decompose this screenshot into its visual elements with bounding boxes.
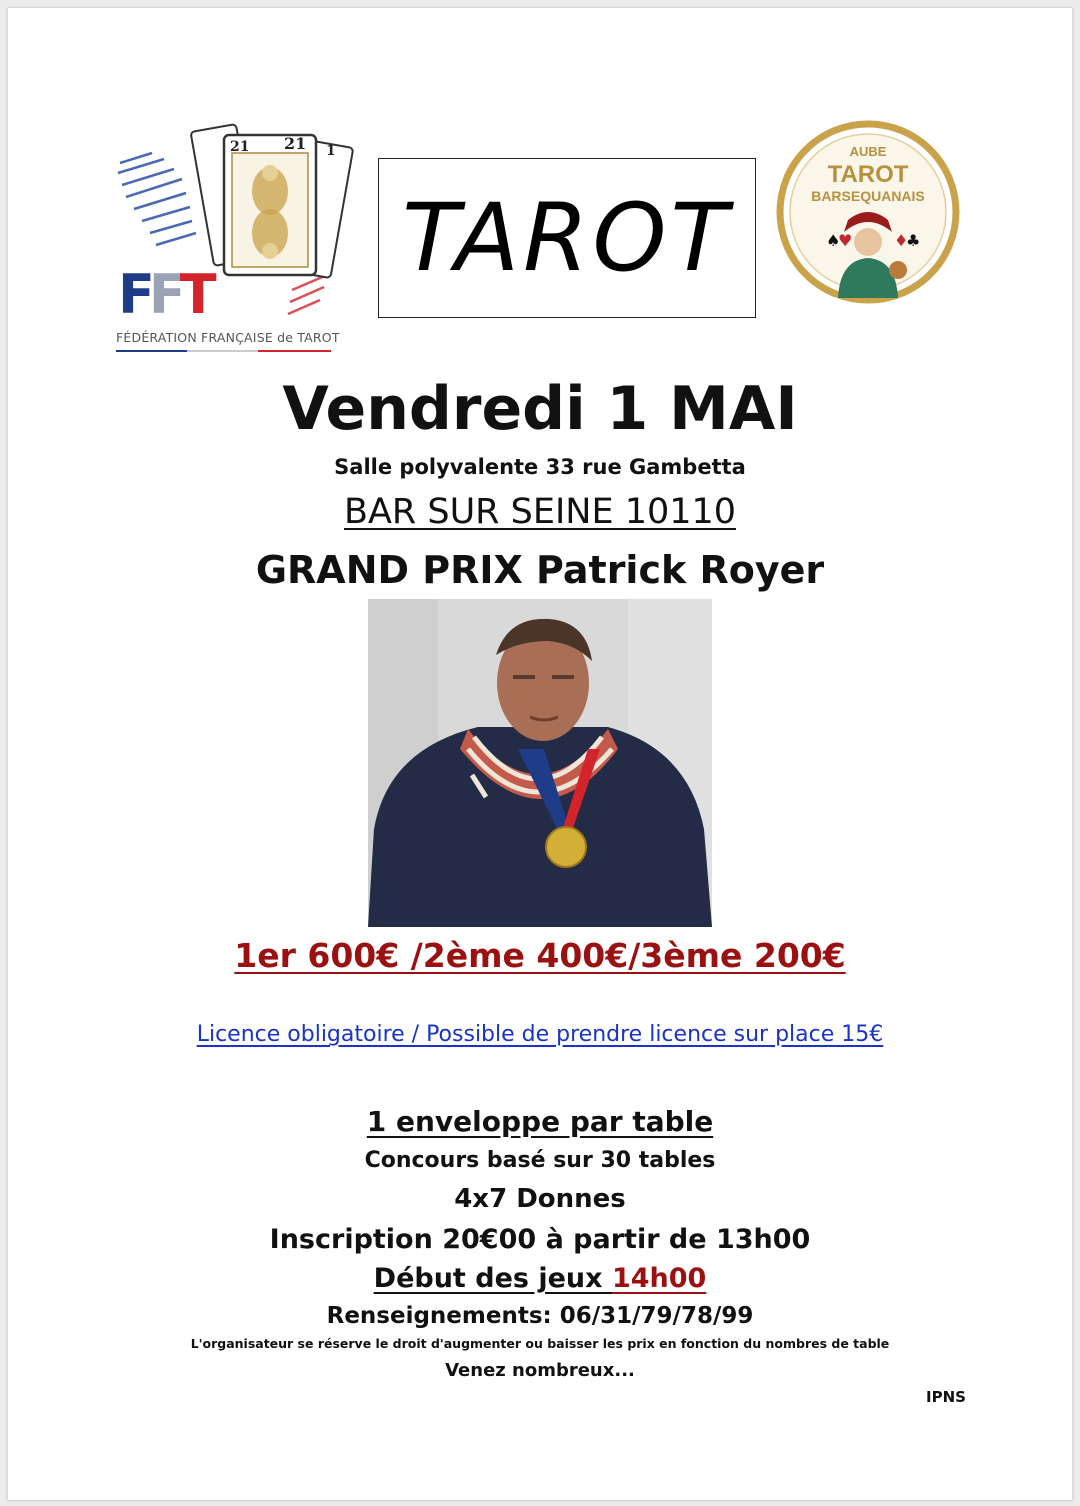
concours-text: Concours basé sur 30 tables — [364, 1148, 716, 1173]
ipns-label: IPNS — [926, 1388, 966, 1406]
badge-line2: BARSEQUANAIS — [811, 188, 925, 204]
debut-line — [0, 1263, 1080, 1294]
fft-letters: FFT — [118, 263, 211, 326]
debut-time: 14h00 — [611, 1263, 707, 1294]
svg-text:1: 1 — [326, 143, 336, 159]
page-title: TAROT — [378, 158, 756, 318]
donnes-text: 4x7 Donnes — [454, 1184, 626, 1214]
honoree-photo — [368, 599, 712, 927]
badge-line1: TAROT — [827, 161, 909, 188]
renseignements-text: Renseignements: 06/31/79/78/99 — [326, 1303, 754, 1329]
fft-rule — [116, 350, 331, 352]
svg-text:♦: ♦ — [894, 231, 909, 250]
organizer-note: L'organisateur se réserve le droit d'augmenter ou baisser les prix en fonction du nombres de table — [190, 1336, 890, 1351]
event-city: BAR SUR SEINE 10110 — [343, 492, 737, 532]
fft-subtitle: FÉDÉRATION FRANÇAISE de TAROT — [116, 330, 340, 345]
club-badge-icon — [776, 120, 960, 304]
prizes-text: 1er 600€ /2ème 400€/3ème 200€ — [234, 936, 846, 975]
debut-label: Début des jeux — [373, 1263, 603, 1294]
inscription-text: Inscription 20€00 à partir de 13h00 — [269, 1224, 811, 1255]
licence-link[interactable]: Licence obligatoire / Possible de prendre licence sur place 15€ — [196, 1022, 884, 1047]
event-venue: Salle polyvalente 33 rue Gambetta — [334, 455, 746, 479]
svg-text:♥: ♥ — [838, 231, 853, 250]
card-number: 21 — [230, 139, 250, 155]
venez-text: Venez nombreux... — [445, 1360, 635, 1381]
event-date: Vendredi 1 MAI — [282, 374, 798, 444]
svg-text:21: 21 — [284, 134, 307, 153]
svg-text:♠: ♠ — [826, 231, 841, 250]
grand-prix-title: GRAND PRIX Patrick Royer — [255, 548, 825, 592]
badge-top: AUBE — [849, 144, 887, 159]
svg-text:♣: ♣ — [906, 231, 921, 250]
envelope-text: 1 enveloppe par table — [366, 1105, 714, 1138]
